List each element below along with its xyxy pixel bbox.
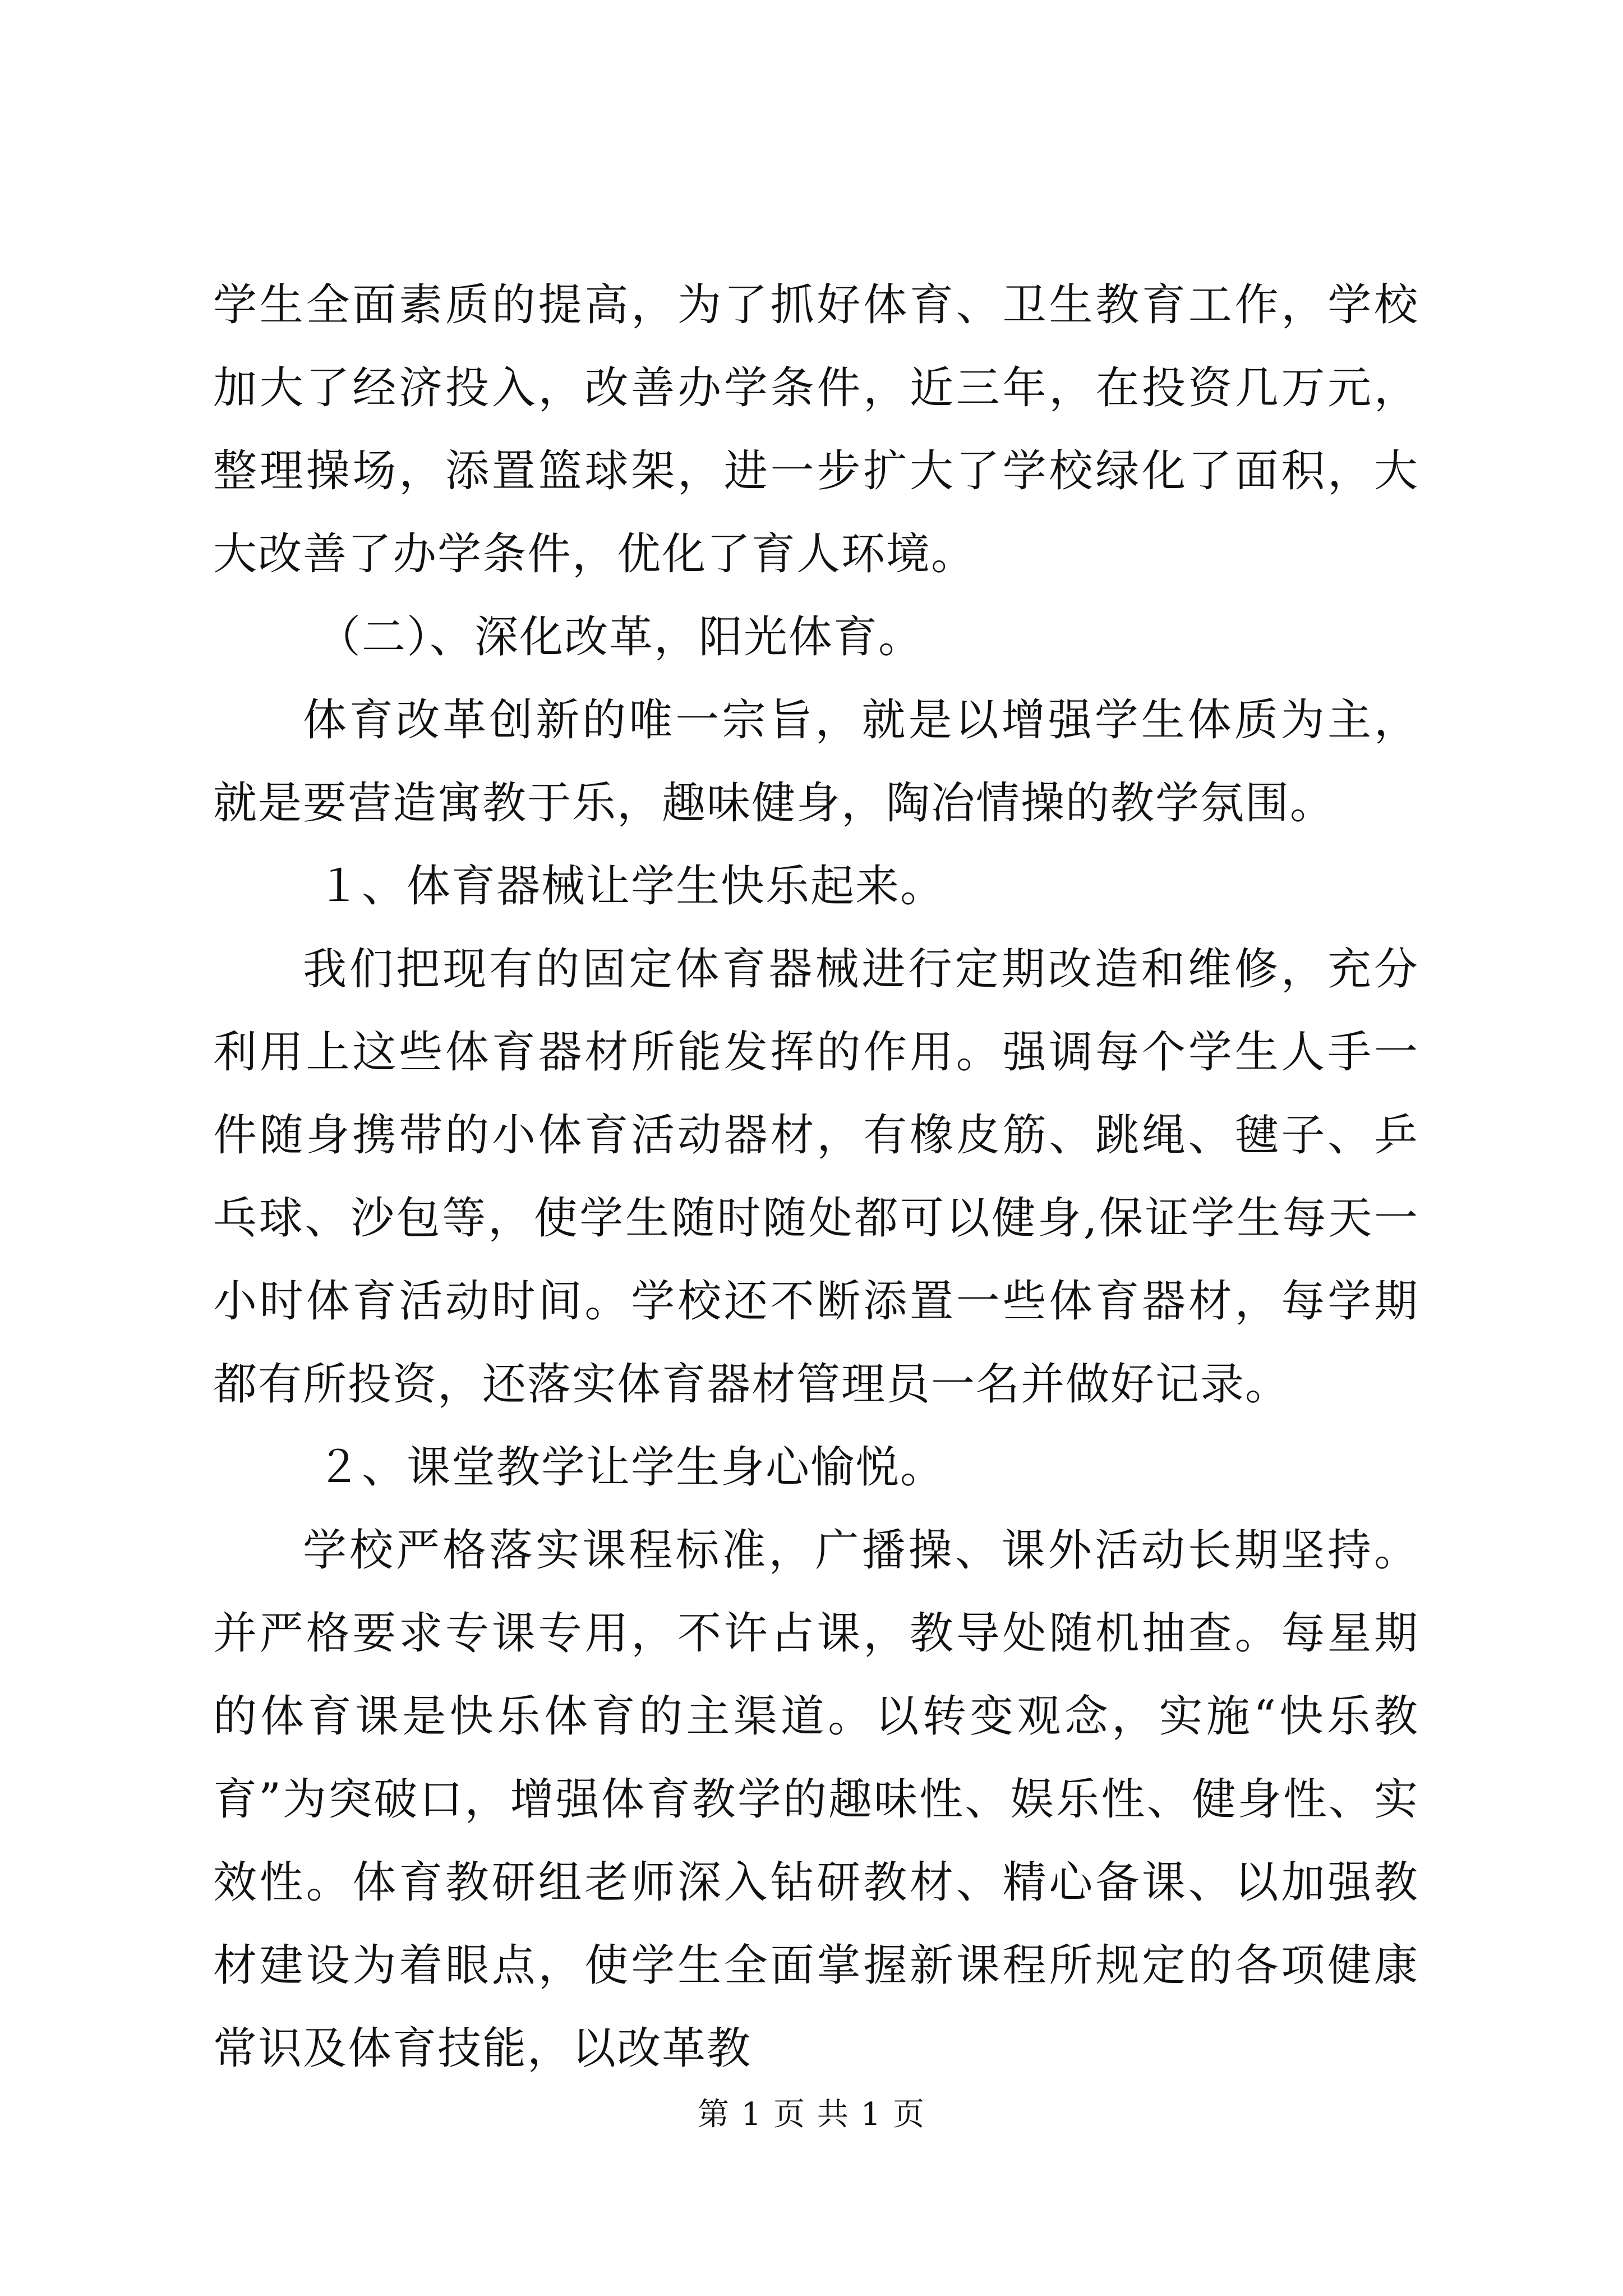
- document-body: [213, 264, 1419, 2090]
- paragraph-classroom-teaching: 学校严格落实课程标准，广播操、课外活动长期坚持。并严格要求专课专用，不许占课，教导处随机抽查。每星期的体育课是快乐体育的主渠道。以转变观念，实施“快乐教育”为突破口，增强体育教学的趣味性、娱乐性、健身性、实效性。体育教研组老师深入钻研教材、精心备课、以加强教材建设为着眼点，使学生全面掌握新课程所规定的各项健康常识及体育技能，以改革教: [213, 1525, 1419, 2074]
- page-footer: 第 1 页 共 1 页: [697, 2096, 926, 2133]
- section-heading-deepen-reform: （二）、深化改革，阳光体育。: [317, 612, 924, 662]
- paragraph-reform-purpose: 体育改革创新的唯一宗旨，就是以增强学生体质为主，就是要营造寓教于乐，趣味健身，陶冶情操的教学氛围。: [213, 695, 1419, 829]
- paragraph-continuation: 学生全面素质的提高，为了抓好体育、卫生教育工作，学校加大了经济投入，改善办学条件，近三年，在投资几万元，整理操场，添置篮球架，进一步扩大了学校绿化了面积，大大改善了办学条件，优化了育人环境。: [213, 280, 1419, 579]
- paragraph-sports-equipment: 我们把现有的固定体育器械进行定期改造和维修，充分利用上这些体育器材所能发挥的作用。强调每个学生人手一件随身携带的小体育活动器材，有橡皮筋、跳绳、毽子、乒乓球、沙包等，使学生随时随处都可以健身,保证学生每天一小时体育活动时间。学校还不断添置一些体育器材，每学期都有所投资，还落实体育器材管理员一名并做好记录。: [213, 944, 1419, 1410]
- subheading-sports-equipment: １、体育器械让学生快乐起来。: [317, 861, 946, 912]
- subheading-classroom-teaching: ２、课堂教学让学生身心愉悦。: [317, 1442, 946, 1493]
